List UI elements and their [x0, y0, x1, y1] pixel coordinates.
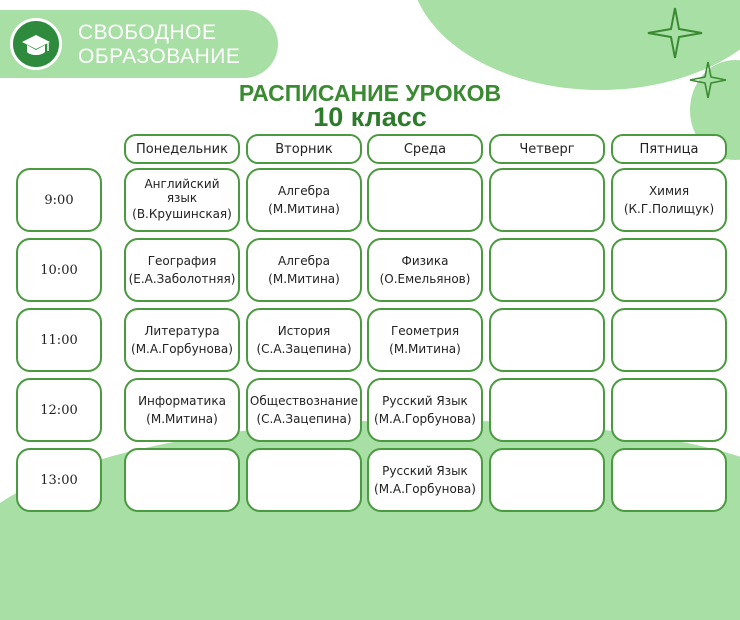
lesson-cell [246, 308, 362, 372]
lesson-subject: География [147, 254, 217, 268]
lesson-cell [124, 378, 240, 442]
lesson-cell [611, 168, 727, 232]
lesson-cell [246, 168, 362, 232]
brand-banner [0, 10, 278, 78]
time-slot: 13:00 [16, 448, 102, 512]
lesson-teacher: (В.Крушинская) [132, 207, 232, 221]
page-title: РАСПИСАНИЕ УРОКОВ [238, 80, 502, 106]
lesson-teacher: (М.Митина) [268, 202, 340, 216]
page-subtitle: 10 класс [313, 102, 427, 132]
lesson-subject: Английский язык [144, 177, 220, 205]
time-slot: 10:00 [16, 238, 102, 302]
lesson-teacher: (М.А.Горбунова) [374, 482, 476, 496]
lesson-subject: Алгебра [278, 254, 330, 268]
lesson-cell-empty [489, 448, 605, 512]
day-header-wednesday: Среда [367, 134, 483, 164]
day-header-thursday: Четверг [489, 134, 605, 164]
lesson-teacher: (К.Г.Полищук) [623, 202, 715, 216]
lesson-cell [124, 238, 240, 302]
lesson-cell-empty [611, 378, 727, 442]
lesson-cell-empty [489, 378, 605, 442]
day-header-monday: Понедельник [124, 134, 240, 164]
lesson-subject: Химия [648, 184, 690, 198]
time-slot: 12:00 [16, 378, 102, 442]
brand-name-line-1: СВОБОДНОЕ [78, 21, 217, 44]
lesson-subject: Обществознание [249, 394, 359, 408]
lesson-cell-empty [367, 168, 483, 232]
lesson-cell-empty [489, 168, 605, 232]
lesson-teacher: (С.А.Зацепина) [256, 412, 352, 426]
lesson-teacher: (М.Митина) [268, 272, 340, 286]
lesson-teacher: (М.Митина) [389, 342, 461, 356]
lesson-teacher: (С.А.Зацепина) [256, 342, 352, 356]
lesson-subject: Физика [401, 254, 449, 268]
sparkle-star-icon [646, 6, 704, 60]
lesson-cell-empty [489, 238, 605, 302]
lesson-teacher: (М.А.Горбунова) [131, 342, 233, 356]
brand-name [78, 21, 240, 69]
lesson-cell [124, 308, 240, 372]
lesson-cell-empty [124, 448, 240, 512]
lesson-cell-empty [611, 308, 727, 372]
lesson-cell [124, 168, 240, 232]
time-slot: 11:00 [16, 308, 102, 372]
lesson-cell [246, 378, 362, 442]
graduation-cap-logo-icon [10, 18, 62, 70]
lesson-subject: Русский Язык [382, 394, 468, 408]
lesson-cell [367, 238, 483, 302]
lesson-cell-empty [246, 448, 362, 512]
lesson-cell [246, 238, 362, 302]
lesson-subject: Алгебра [278, 184, 330, 198]
lesson-subject: Информатика [138, 394, 226, 408]
lesson-subject: История [277, 324, 331, 338]
lesson-cell [367, 308, 483, 372]
lesson-subject: Геометрия [390, 324, 460, 338]
lesson-subject: Русский Язык [382, 464, 468, 478]
lesson-teacher: (О.Емельянов) [379, 272, 471, 286]
lesson-teacher: (Е.А.Заболотняя) [128, 272, 236, 286]
lesson-cell [367, 378, 483, 442]
lesson-subject: Литература [144, 324, 220, 338]
lesson-cell-empty [611, 238, 727, 302]
day-header-tuesday: Вторник [246, 134, 362, 164]
time-slot: 9:00 [16, 168, 102, 232]
lesson-cell-empty [489, 308, 605, 372]
day-header-friday: Пятница [611, 134, 727, 164]
brand-name-line-2: ОБРАЗОВАНИЕ [78, 45, 241, 68]
lesson-teacher: (М.Митина) [146, 412, 218, 426]
lesson-cell-empty [611, 448, 727, 512]
lesson-cell [367, 448, 483, 512]
lesson-teacher: (М.А.Горбунова) [374, 412, 476, 426]
